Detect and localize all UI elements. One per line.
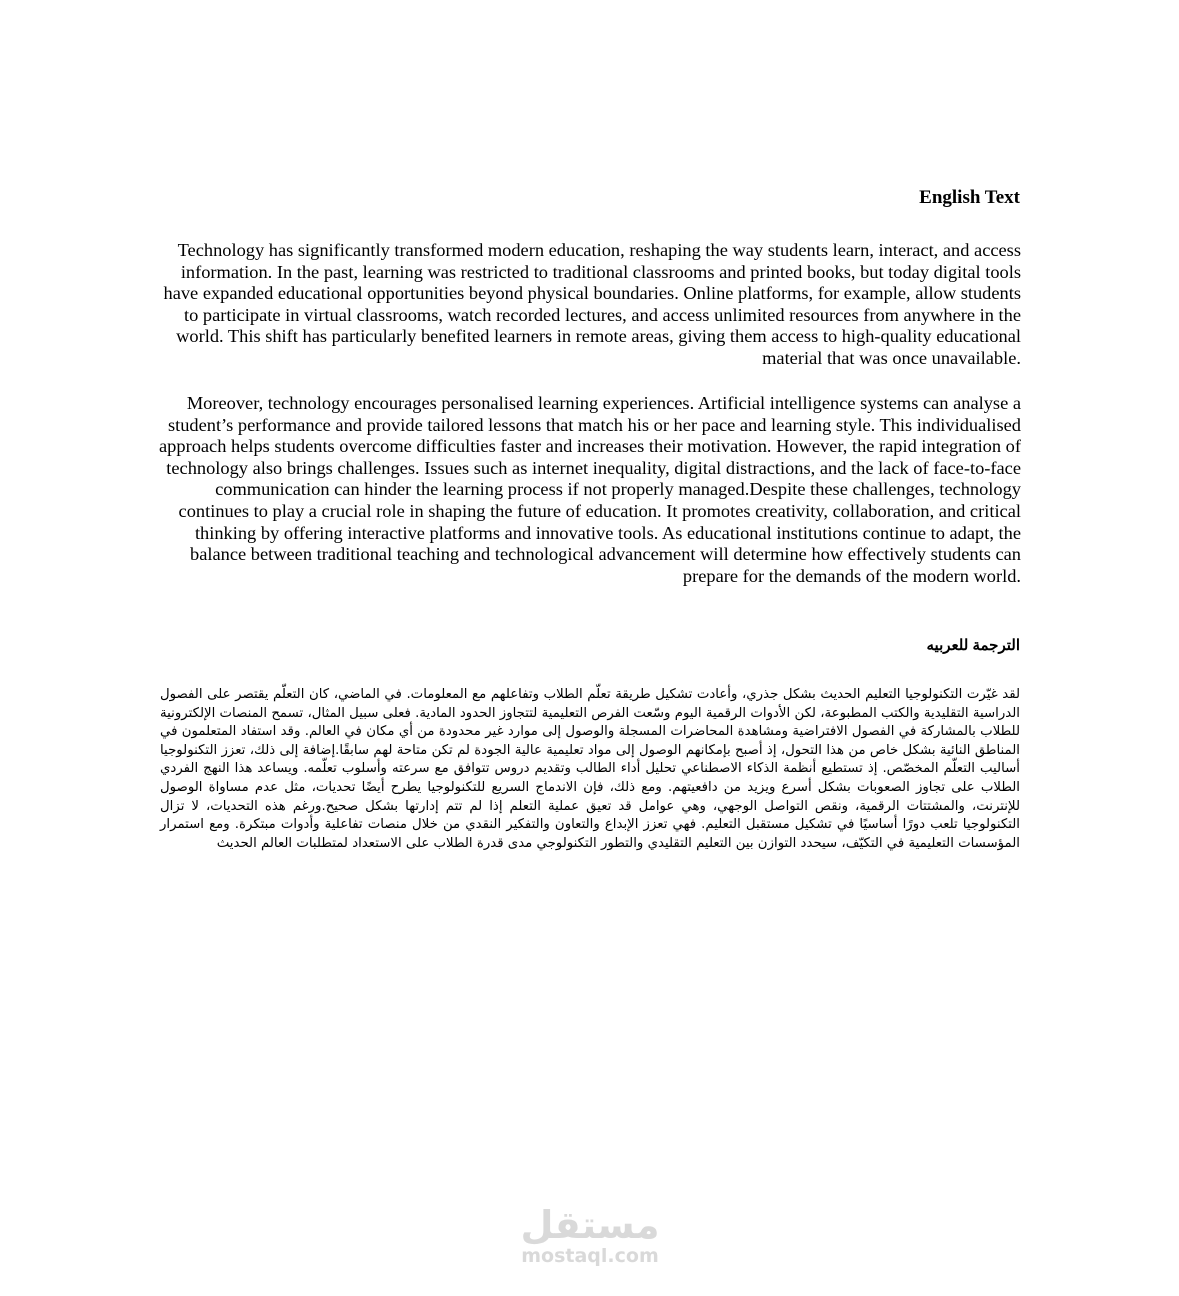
mostaql-watermark-logo <box>510 1205 670 1267</box>
watermark-arabic-text: مستقل <box>520 1203 660 1247</box>
arabic-paragraph: لقد غيّرت التكنولوجيا التعليم الحديث بشكل جذري، وأعادت تشكيل طريقة تعلّم الطلاب وتفاعلهم مع المعلومات. في الماضي، كان التعلّم يقتصر على الفصول الدراسية التقليدية والكتب المطبوعة، لكن الأدوات الرقمية اليوم وسّعت الفرص التعليمية لتتجاوز الحدود المادية. فعلى سبيل المثال، تسمح المنصات الإلكترونية للطلاب بالمشاركة في الفصول الافتراضية ومشاهدة المحاضرات المسجلة والوصول إلى موارد غير محدودة من أي مكان في العالم. وقد استفاد المتعلمون في المناطق النائية بشكل خاص من هذا التحول، إذ أصبح بإمكانهم الوصول إلى مواد تعليمية عالية الجودة لم تكن متاحة لهم سابقًا.إضافة إلى ذلك، تعزز التكنولوجيا أساليب التعلّم المخصّص. إذ تستطيع أنظمة الذكاء الاصطناعي تحليل أداء الطالب وتقديم دروس تتوافق مع سرعته وأسلوب تعلّمه. ويساعد هذا النهج الفردي الطلاب على تجاوز الصعوبات بشكل أسرع ويزيد من دافعيتهم. ومع ذلك، فإن الاندماج السريع للتكنولوجيا يطرح أيضًا تحديات، مثل عدم مساواة الوصول للإنترنت، والمشتتات الرقمية، ونقص التواصل الوجهي، وهي عوامل قد تعيق عملية التعلم إذا لم تتم إدارتها بشكل صحيح.ورغم هذه التحديات، لا تزال التكنولوجيا تلعب دورًا أساسيًا في تشكيل مستقبل التعليم. فهي تعزز الإبداع والتعاون والتفكير النقدي من خلال منصات تفاعلية وأدوات مبتكرة. ومع استمرار المؤسسات التعليمية في التكيّف، سيحدد التوازن بين التعليم التقليدي والتطور التكنولوجي مدى قدرة الطلاب على الاستعداد لمتطلبات العالم الحديث <box>160 687 1020 851</box>
watermark-domain-text: mostaql.com <box>521 1245 659 1267</box>
english-heading: English Text <box>919 187 1020 208</box>
arabic-heading: الترجمة للعربيه <box>926 637 1020 654</box>
english-paragraph-1: Technology has significantly transformed modern education, reshaping the way students learn, interact, and access information. In the past, learning was restricted to traditional classrooms and printed books, but today digital tools have expanded educational opportunities beyond physical boundaries. Online platforms, for example, allow students to participate in virtual classrooms, watch recorded lectures, and access unlimited resources from anywhere in the world. This shift has particularly benefited learners in remote areas, giving them access to high-quality educational material that was once unavailable. <box>163 240 1021 368</box>
english-paragraph-2: Moreover, technology encourages personalised learning experiences. Artificial intelligence systems can analyse a student’s performance and provide tailored lessons that match his or her pace and learning style. This individualised approach helps students overcome difficulties faster and increases their motivation. However, the rapid integration of technology also brings challenges. Issues such as internet inequality, digital distractions, and the lack of face-to-face communication can hinder the learning process if not properly managed.Despite these challenges, technology continues to play a crucial role in shaping the future of education. It promotes creativity, collaboration, and critical thinking by offering interactive platforms and innovative tools. As educational institutions continue to adapt, the balance between traditional teaching and technological advancement will determine how effectively students can prepare for the demands of the modern world. <box>159 393 1021 586</box>
